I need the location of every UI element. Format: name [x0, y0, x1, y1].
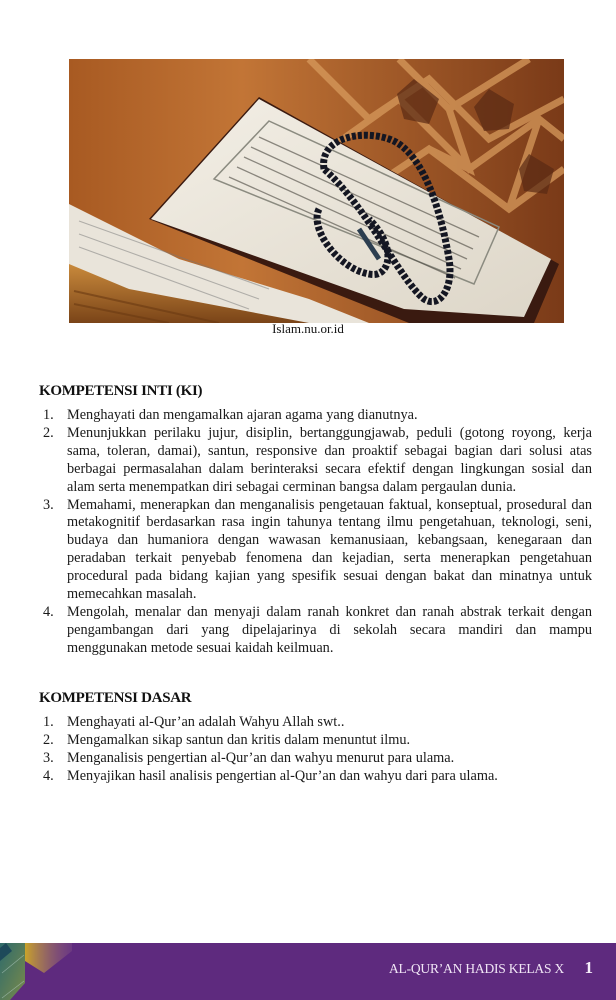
ki-list [39, 407, 592, 658]
ki-item: 1. Menghayati dan mengamalkan ajaran agama yang dianutnya. [43, 407, 418, 423]
ki-item: 3. Memahami, menerapkan dan menganalisis pengetauan faktual, konseptual, prosedural dan metakognitif berdasarkan rasa ingin tahunya tentang ilmu pengetahuan, teknologi, seni, budaya dan humaniora dengan wawasan kemanusiaan, kebangsaan, kenegaraan dan peradaban terkait penyebab fenomena dan kejadian, serta menerapkan pengetahuan procedural pada bidang kajian yang spesifik sesuai dengan bakat dan minatnya untuk memecahkan masalah. [43, 496, 592, 603]
kd-item: 4. Menyajikan hasil analisis pengertian al-Qur’an dan wahyu dari para ulama. [43, 767, 498, 784]
ki-heading: KOMPETENSI INTI (KI) [39, 383, 203, 399]
kd-heading: KOMPETENSI DASAR [39, 690, 192, 706]
page-number: 1 [584, 958, 593, 977]
book-title: AL-QUR’AN HADIS KELAS X [388, 961, 564, 976]
page-footer [0, 943, 616, 1000]
kd-item: 2. Mengamalkan sikap santun dan kritis dalam menuntut ilmu. [43, 731, 411, 748]
kd-list [39, 714, 592, 786]
kd-item: 3. Menganalisis pengertian al-Qur’an dan wahyu menurut para ulama. [43, 749, 455, 766]
ki-item: 4. Mengolah, menalar dan menyaji dalam ranah konkret dan ranah abstrak terkait dengan pengambangan dari yang dipelajarinya di sekolah secara mandiri dan mampu menggunakan metode sesuai kaidah keilmuan. [43, 603, 592, 656]
kd-item: 1. Menghayati al-Qur’an adalah Wahyu Allah swt.. [43, 714, 345, 730]
footer-decoration-icon [0, 943, 80, 1000]
image-caption: Islam.nu.or.id [272, 321, 344, 336]
ki-item: 2. Menunjukkan perilaku jujur, disiplin, bertanggungjawab, peduli (gotong royong, kerja sama, toleran, damai), santun, responsive dan proaktif sebagai bagian dari solusi atas berbagai permasalahan dalam berinteraksi secara efektif dengan lingkungan sosial dan alam serta menempatkan diri sebagai cerminan bangsa dalam pergaulan dunia. [43, 424, 592, 495]
quran-photo [69, 59, 564, 323]
